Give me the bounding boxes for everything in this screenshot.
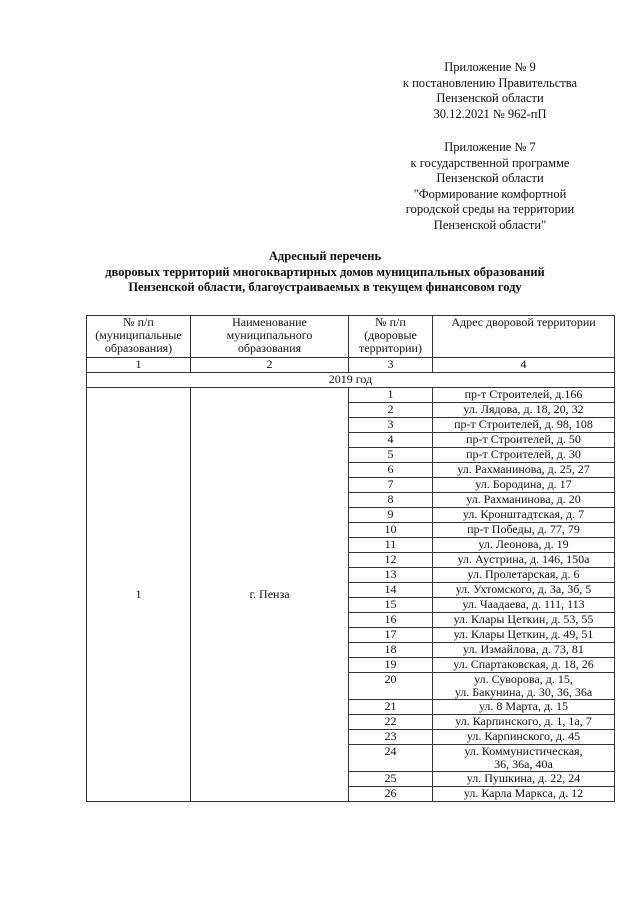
territory-number: 12 — [349, 553, 433, 568]
territory-address — [433, 598, 615, 613]
territory-number: 23 — [349, 730, 433, 745]
territory-address — [433, 478, 615, 493]
address-line: пр-т Строителей, д. 50 — [466, 432, 581, 446]
address-line: ул. Бородина, д. 17 — [475, 477, 572, 491]
address-line: ул. Чаадаева, д. 111, 113 — [462, 597, 585, 611]
territory-number: 24 — [349, 745, 433, 772]
column-number: 3 — [349, 358, 433, 373]
territory-number: 3 — [349, 418, 433, 433]
address-line: ул. Рахманинова, д. 25, 27 — [457, 462, 590, 476]
territory-address — [433, 745, 615, 772]
appendix-9-block — [370, 60, 610, 122]
address-line: пр-т Строителей, д. 30 — [466, 447, 581, 461]
territory-address — [433, 523, 615, 538]
appendix-7-title: Приложение № 7 — [444, 140, 536, 154]
territory-number: 2 — [349, 403, 433, 418]
territory-number: 17 — [349, 628, 433, 643]
address-line: ул. Карпинского, д. 1, 1а, 7 — [455, 714, 592, 728]
header-municipality-no: № п/п (муниципальные образования) — [87, 316, 191, 358]
territory-number: 22 — [349, 715, 433, 730]
territory-address — [433, 787, 615, 802]
territory-number: 5 — [349, 448, 433, 463]
column-number: 4 — [433, 358, 615, 373]
address-line: ул. Ухтомского, д. 3а, 3б, 5 — [455, 582, 592, 596]
territory-address — [433, 463, 615, 478]
territory-number: 7 — [349, 478, 433, 493]
appendix-9-line: Пензенской области — [436, 91, 544, 105]
address-line: пр-т Строителей, д.166 — [464, 387, 583, 401]
appendix-7-line: Пензенской области — [436, 171, 544, 185]
territory-address — [433, 418, 615, 433]
address-line: ул. Спартаковская, д. 18, 26 — [453, 657, 594, 671]
address-line: ул. Бакунина, д. 30, 36, 36а — [454, 685, 593, 699]
territory-number: 18 — [349, 643, 433, 658]
territory-number: 26 — [349, 787, 433, 802]
territory-number: 6 — [349, 463, 433, 478]
appendix-7-line: к государственной программе — [410, 155, 570, 170]
address-line: ул. Клары Цеткин, д. 49, 51 — [453, 627, 594, 641]
territory-number: 16 — [349, 613, 433, 628]
address-line: ул. Кронштадтская, д. 7 — [462, 507, 585, 521]
header-territory-no: № п/п (дворовые территории) — [349, 316, 433, 358]
territory-number: 10 — [349, 523, 433, 538]
appendix-7-block — [370, 140, 610, 233]
territory-number: 15 — [349, 598, 433, 613]
municipality-number: 1 — [87, 388, 191, 802]
territory-number: 21 — [349, 700, 433, 715]
address-line: ул. Измайлова, д. 73, 81 — [463, 642, 584, 656]
column-number: 1 — [87, 358, 191, 373]
appendix-9-line: к постановлению Правительства — [402, 75, 578, 90]
address-line: ул. Пролетарская, д. 6 — [467, 567, 580, 581]
territory-number: 14 — [349, 583, 433, 598]
territory-address — [433, 433, 615, 448]
territory-number: 8 — [349, 493, 433, 508]
address-line: ул. Карла Маркса, д. 12 — [463, 786, 584, 800]
address-line: ул. Клары Цеткин, д. 53, 55 — [453, 612, 594, 626]
address-line: ул. 8 Марта, д. 15 — [478, 699, 569, 713]
territory-number: 1 — [349, 388, 433, 403]
territory-address — [433, 673, 615, 700]
territory-number: 11 — [349, 538, 433, 553]
territory-address — [433, 700, 615, 715]
address-table — [86, 315, 615, 802]
appendix-9-title: Приложение № 9 — [444, 60, 536, 74]
territory-address — [433, 388, 615, 403]
territory-address — [433, 643, 615, 658]
territory-address — [433, 448, 615, 463]
address-line: ул. Суворова, д. 15, — [474, 672, 573, 686]
appendix-7-line: "Формирование комфортной — [413, 186, 567, 201]
address-line: ул. Рахманинова, д. 20 — [466, 492, 581, 506]
territory-address — [433, 772, 615, 787]
territory-address — [433, 553, 615, 568]
header-address: Адрес дворовой территории — [433, 316, 615, 358]
table-header-row — [87, 316, 615, 358]
title-line: Адресный перечень — [268, 249, 382, 263]
address-line: пр-т Строителей, д. 98, 108 — [454, 417, 593, 431]
appendix-7-line: Пензенской области" — [433, 217, 547, 232]
header-municipality-name: Наименование муниципального образования — [191, 316, 349, 358]
territory-address — [433, 508, 615, 523]
document-title — [75, 249, 575, 296]
address-line: ул. Аустрина, д. 146, 150а — [457, 552, 590, 566]
title-line: дворовых территорий многоквартирных домов муниципальных образований — [105, 264, 545, 279]
territory-address — [433, 583, 615, 598]
address-line: ул. Леонова, д. 19 — [478, 537, 569, 551]
territory-address — [433, 715, 615, 730]
title-line: Пензенской области, благоустраиваемых в текущем финансовом году — [128, 280, 522, 294]
territory-address — [433, 658, 615, 673]
territory-number: 4 — [349, 433, 433, 448]
address-line: 36, 36а, 40а — [494, 757, 553, 771]
territory-address — [433, 403, 615, 418]
territory-address — [433, 538, 615, 553]
territory-address — [433, 730, 615, 745]
territory-address — [433, 568, 615, 583]
table-row — [87, 388, 615, 403]
territory-number: 25 — [349, 772, 433, 787]
address-line: пр-т Победы, д. 77, 79 — [467, 522, 580, 536]
territory-address — [433, 628, 615, 643]
column-number-row — [87, 358, 615, 373]
territory-number: 9 — [349, 508, 433, 523]
territory-number: 13 — [349, 568, 433, 583]
territory-number: 20 — [349, 673, 433, 700]
territory-address — [433, 493, 615, 508]
territory-address — [433, 613, 615, 628]
year-label: 2019 год — [87, 373, 615, 388]
year-row — [87, 373, 615, 388]
appendix-7-line: городской среды на территории — [405, 202, 575, 216]
territory-number: 19 — [349, 658, 433, 673]
address-line: ул. Карпинского, д. 45 — [466, 729, 581, 743]
address-line: ул. Лядова, д. 18, 20, 32 — [463, 402, 584, 416]
appendix-9-date: 30.12.2021 № 962-пП — [433, 106, 547, 121]
address-line: ул. Пушкина, д. 22, 24 — [466, 771, 581, 785]
municipality-name: г. Пенза — [191, 388, 349, 802]
column-number: 2 — [191, 358, 349, 373]
address-line: ул. Коммунистическая, — [464, 744, 583, 758]
